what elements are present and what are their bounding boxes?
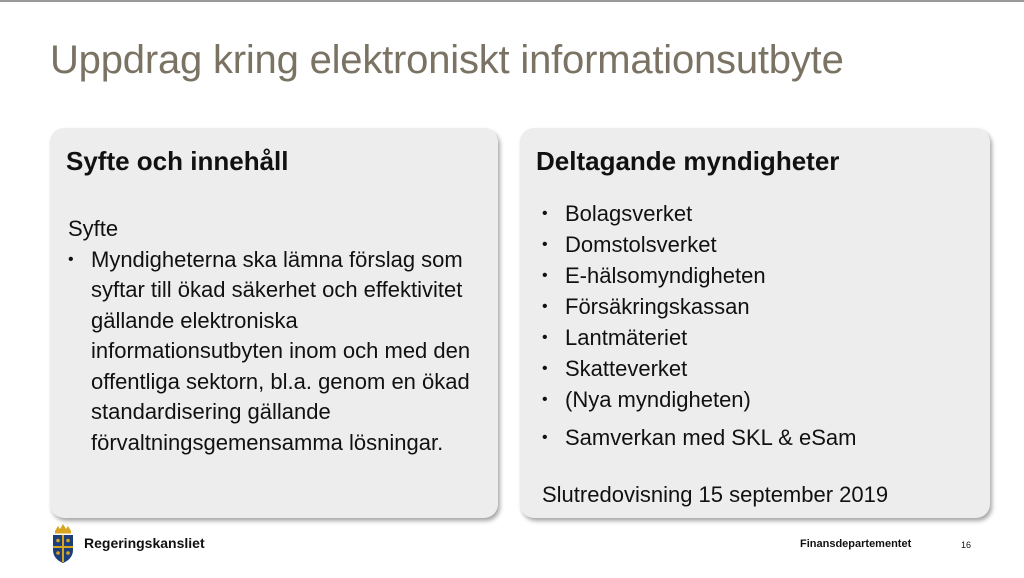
list-item bbox=[542, 291, 856, 322]
bullet-icon: • bbox=[542, 236, 548, 253]
participant-label: Domstolsverket bbox=[565, 231, 717, 257]
list-item bbox=[542, 422, 856, 453]
participant-label: Bolagsverket bbox=[565, 200, 693, 226]
participant-label: Skatteverket bbox=[565, 355, 688, 381]
list-item bbox=[542, 322, 856, 353]
bullet-icon: • bbox=[542, 205, 548, 222]
participants-card bbox=[520, 128, 990, 518]
top-rule bbox=[0, 0, 1024, 2]
list-item bbox=[68, 245, 488, 459]
bullet-icon: • bbox=[542, 360, 548, 377]
bullet-icon: • bbox=[542, 298, 548, 315]
participant-label: Samverkan med SKL & eSam bbox=[565, 424, 857, 450]
bullet-icon: • bbox=[542, 429, 548, 446]
participant-label: Lantmäteriet bbox=[565, 324, 688, 350]
participants-list bbox=[542, 198, 856, 453]
participant-label: (Nya myndigheten) bbox=[565, 386, 751, 412]
list-item bbox=[542, 198, 856, 229]
bullet-icon: • bbox=[542, 267, 548, 284]
participant-label: E-hälsomyndigheten bbox=[565, 262, 766, 288]
bullet-icon: • bbox=[68, 250, 74, 268]
bullet-icon: • bbox=[542, 391, 548, 408]
list-item bbox=[542, 229, 856, 260]
participants-card-heading: Deltagande myndigheter bbox=[536, 146, 840, 176]
swedish-coat-of-arms-icon bbox=[48, 522, 78, 564]
slide-title: Uppdrag kring elektroniskt informationsutbyte bbox=[50, 38, 844, 82]
page-number: 16 bbox=[961, 540, 972, 550]
footer-department: Finansdepartementet bbox=[800, 538, 912, 550]
bullet-icon: • bbox=[542, 329, 548, 346]
participant-label: Försäkringskassan bbox=[565, 293, 750, 319]
final-report-note: Slutredovisning 15 september 2019 bbox=[542, 482, 889, 507]
list-item bbox=[542, 353, 856, 384]
purpose-sub-label: Syfte bbox=[68, 216, 119, 241]
list-item bbox=[542, 384, 856, 415]
purpose-card-heading: Syfte och innehåll bbox=[66, 146, 289, 176]
purpose-bullet-text: Myndigheterna ska lämna förslag som syftar till ökad säkerhet och effektivitet gällande elektroniska informationsutbyten inom och med den offentliga sektorn, bl.a. genom en ökad standardisering gällande förvaltningsgemensamma lösningar. bbox=[91, 246, 471, 455]
footer-brand: Regeringskansliet bbox=[84, 535, 205, 551]
purpose-card bbox=[50, 128, 498, 518]
list-item bbox=[542, 260, 856, 291]
purpose-card-body bbox=[68, 214, 488, 458]
